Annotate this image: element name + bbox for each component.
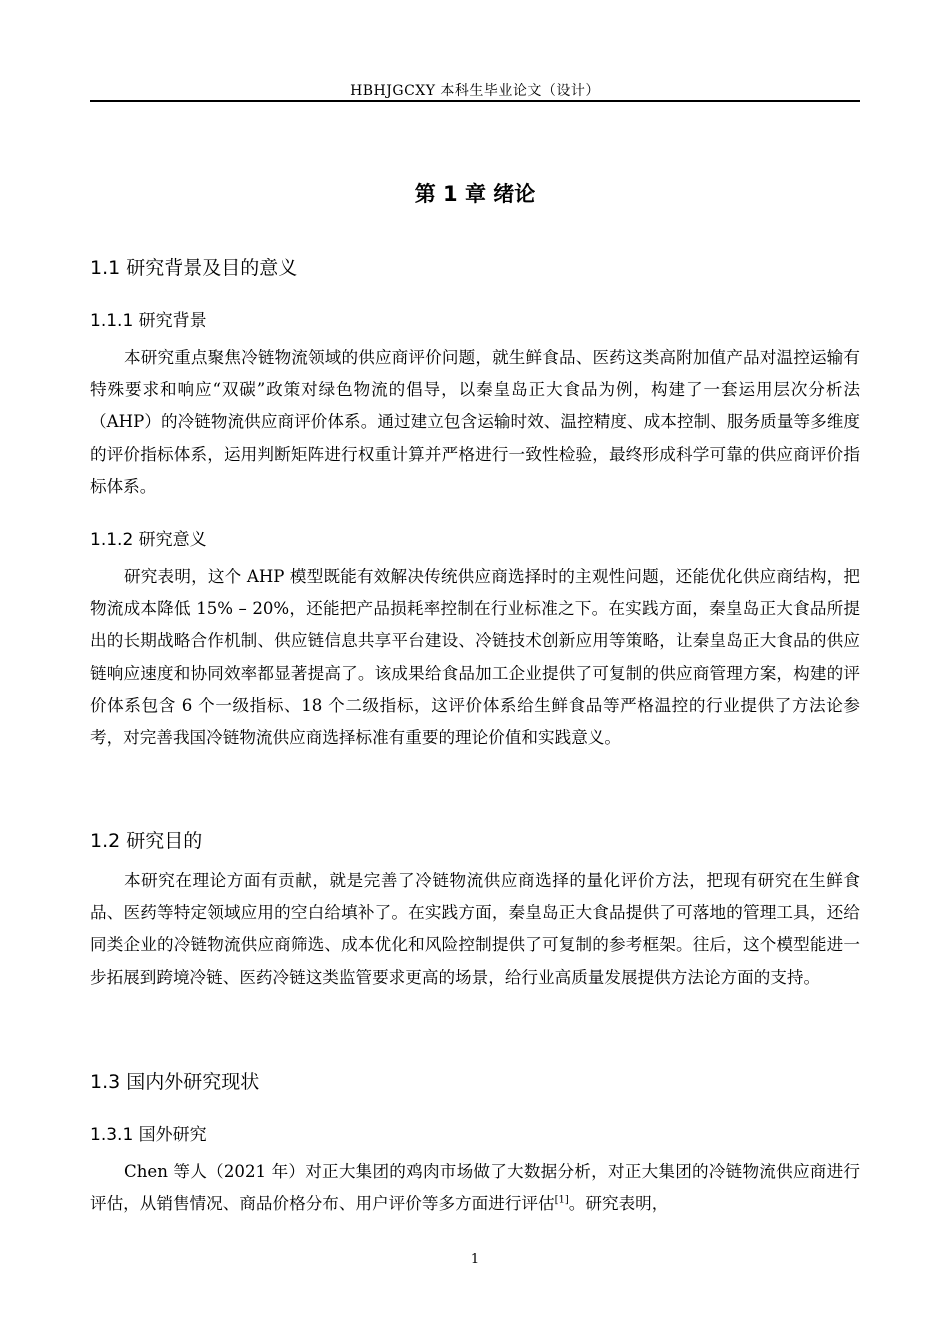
- paragraph-research-purpose: 本研究在理论方面有贡献，就是完善了冷链物流供应商选择的量化评价方法，把现有研究在生鲜食品、医药等特定领域应用的空白给填补了。在实践方面，秦皇岛正大食品提供了可落地的管理工具，还给同类企业的冷链物流供应商筛选、成本优化和风险控制提供了可复制的参考框架。往后，这个模型能进一步拓展到跨境冷链、医药冷链这类监管要求更高的场景，给行业高质量发展提供方法论方面的支持。: [90, 871, 860, 987]
- header-rule: [90, 100, 860, 102]
- paragraph-foreign-research: [90, 1156, 860, 1220]
- page-number: 1: [470, 1252, 480, 1267]
- section-heading-1-1: 1.1 研究背景及目的意义: [90, 257, 298, 279]
- section-heading-1-1-1: 1.1.1 研究背景: [90, 311, 207, 331]
- citation-ref[interactable]: [1]: [554, 1194, 569, 1206]
- running-header: HBHJGCXY 本科生毕业论文（设计）: [350, 83, 600, 99]
- section-heading-1-3-1: 1.3.1 国外研究: [90, 1125, 207, 1145]
- section-heading-1-2: 1.2 研究目的: [90, 830, 203, 852]
- paragraph-research-background: 本研究重点聚焦冷链物流领域的供应商评价问题，就生鲜食品、医药这类高附加值产品对温控运输有特殊要求和响应“双碳”政策对绿色物流的倡导，以秦皇岛正大食品为例，构建了一套运用层次分析法（AHP）的冷链物流供应商评价体系。通过建立包含运输时效、温控精度、成本控制、服务质量等多维度的评价指标体系，运用判断矩阵进行权重计算并严格进行一致性检验，最终形成科学可靠的供应商评价指标体系。: [90, 348, 860, 496]
- section-heading-1-3: 1.3 国内外研究现状: [90, 1071, 260, 1093]
- section-heading-1-1-2: 1.1.2 研究意义: [90, 530, 207, 550]
- paragraph-foreign-research-rest: 。研究表明，: [568, 1194, 669, 1214]
- chapter-title: 第 1 章 绪论: [414, 182, 536, 206]
- paragraph-research-significance: 研究表明，这个 AHP 模型既能有效解决传统供应商选择时的主观性问题，还能优化供应商结构，把物流成本降低 15% – 20%，还能把产品损耗率控制在行业标准之下。在实践方面，秦皇岛正大食品所提出的长期战略合作机制、供应链信息共享平台建设、冷链技术创新应用等策略，让秦皇岛正大食品的供应链响应速度和协同效率都显著提高了。该成果给食品加工企业提供了可复制的供应商管理方案，构建的评价体系包含 6 个一级指标、18 个二级指标，这评价体系给生鲜食品等严格温控的行业提供了方法论参考，对完善我国冷链物流供应商选择标准有重要的理论价值和实践意义。: [90, 567, 860, 748]
- paragraph-foreign-research-lead: Chen 等人（2021 年）对正大集团的鸡肉市场做了大数据分析，对正大集团的冷链物流供应商进行评估，从销售情况、商品价格分布、用户评价等多方面进行评估: [90, 1162, 860, 1214]
